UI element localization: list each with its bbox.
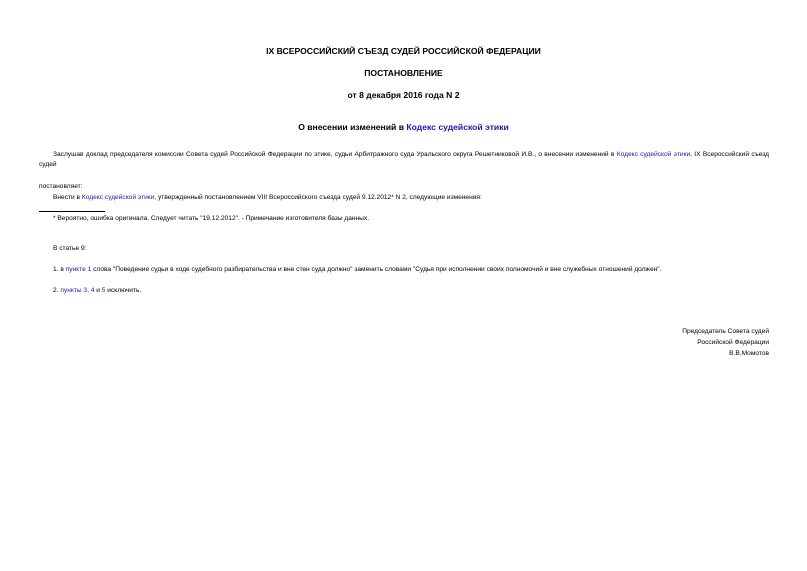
item-2-sep-2: и [94, 287, 102, 294]
clause-intro-prefix: Внести в [53, 194, 82, 201]
preamble-code-link[interactable]: Кодекс судейской этики [616, 151, 691, 158]
item-1 [39, 265, 661, 275]
item-1-prefix: 1. в [53, 266, 66, 273]
document-type: ПОСТАНОВЛЕНИЕ [364, 68, 443, 78]
article-heading: В статье 9: [53, 245, 87, 252]
clause-intro-suffix: , утвержденный постановлением VIII Всероссийского съезда судей 9.12.2012* N 2, следующие изменения: [154, 194, 482, 201]
signature-title: Председатель Совета судей [682, 328, 769, 335]
subject-code-link[interactable]: Кодекс судейской этики [406, 122, 509, 132]
congress-title: IX ВСЕРОССИЙСКИЙ СЪЕЗД СУДЕЙ РОССИЙСКОЙ ФЕДЕРАЦИИ [266, 46, 541, 56]
item-2-prefix: 2. [53, 287, 61, 294]
item-2-sep-1: , [87, 287, 91, 294]
item-2-link-3[interactable]: пункты 3 [60, 287, 88, 294]
item-2-suffix: исключить. [105, 287, 142, 294]
document-subject [0, 122, 807, 132]
footnote-text: * Вероятно, ошибка оригинала. Следует читать "19.12.2012". - Примечание изготовителя базы данных. [53, 215, 370, 222]
item-1-suffix: слова "Поведение судьи в ходе судебного разбирательства и вне стен суда должно" заменить словами "Судья при исполнении своих полномочий и вне служебных отношений должен". [91, 266, 662, 273]
item-1-link[interactable]: пункте 1 [65, 266, 92, 273]
signature-name: В.В.Момотов [729, 350, 769, 357]
resolves-text: постановляет: [39, 183, 83, 190]
signature-org: Российской Федерации [697, 339, 769, 346]
item-2 [39, 286, 141, 296]
preamble-paragraph [39, 150, 769, 170]
preamble-text: Заслушав доклад председателя комиссии Совета судей Российской Федерации по этике, судьи Арбитражного суда Уральского округа Решетниковой И.В., о внесении изменений в [53, 151, 617, 158]
clause-intro-paragraph [39, 193, 482, 203]
preamble-tail: , IX Всероссийский съезд судей [39, 151, 770, 168]
item-2-link-4[interactable]: 4 [90, 287, 95, 294]
footnote-divider [39, 211, 105, 212]
document-date: от 8 декабря 2016 года N 2 [347, 90, 460, 100]
clause-code-link[interactable]: Кодекс судейской этики [81, 194, 155, 201]
item-2-link-5[interactable]: 5 [101, 287, 106, 294]
subject-prefix: О внесении изменений в [298, 122, 407, 132]
